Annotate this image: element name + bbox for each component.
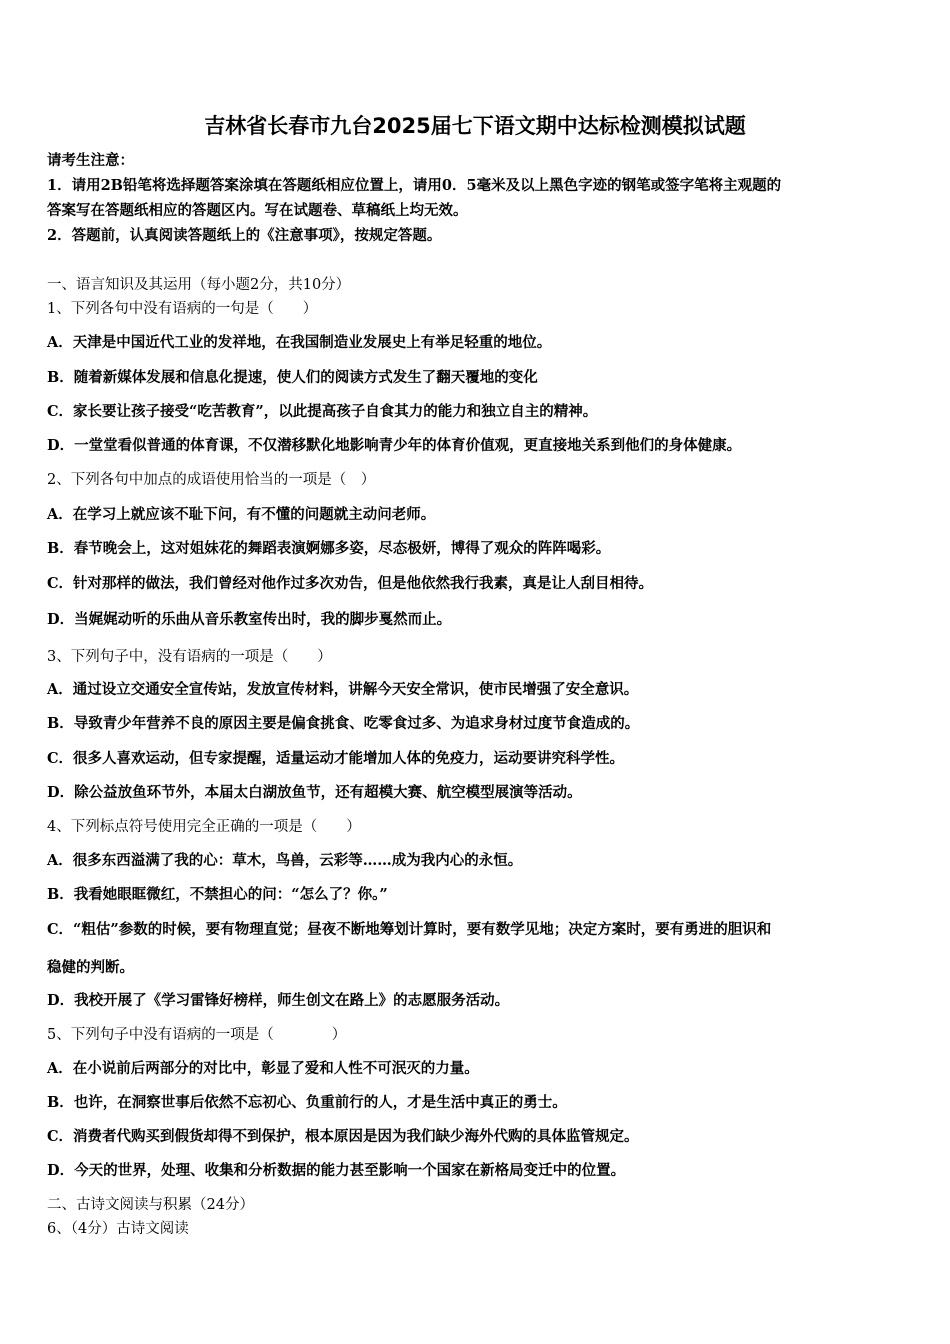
- question-5-option-c: C．消费者代购买到假货却得不到保护，根本原因是因为我们缺少海外代购的具体监管规定。: [47, 1128, 639, 1145]
- question-4-option-b: B．我看她眼眶微红，不禁担心的问：“怎么了？你。”: [47, 886, 388, 903]
- question-5-option-a: A．在小说前后两部分的对比中，彰显了爱和人性不可泯灭的力量。: [47, 1060, 479, 1077]
- question-2-option-c: C．针对那样的做法，我们曾经对他作过多次劝告，但是他依然我行我素，真是让人刮目相待。: [47, 575, 654, 592]
- question-3-option-d: D．除公益放鱼环节外，本届太白湖放鱼节，还有超模大赛、航空模型展演等活动。: [47, 784, 582, 801]
- question-4-option-c-line-1: C．“粗估”参数的时候，要有物理直觉；昼夜不断地筹划计算时，要有数学见地；决定方案时，要有勇进的胆识和: [47, 921, 772, 938]
- question-2-stem: 2、下列各句中加点的成语使用恰当的一项是（ ）: [47, 472, 376, 488]
- notice-item-1-line-2: 答案写在答题纸相应的答题区内。写在试题卷、草稿纸上均无效。: [47, 202, 468, 219]
- section-1-heading: 一、语言知识及其运用（每小题2分，共10分）: [47, 277, 351, 293]
- question-5-option-b: B．也许，在洞察世事后依然不忘初心、负重前行的人，才是生活中真正的勇士。: [47, 1094, 567, 1111]
- question-4-option-d: D．我校开展了《学习雷锋好榜样，师生创文在路上》的志愿服务活动。: [47, 992, 510, 1009]
- question-4-option-a: A．很多东西溢满了我的心：草木，鸟兽，云彩等……成为我内心的永恒。: [47, 852, 523, 869]
- notice-item-1-line-1: 1．请用2B铅笔将选择题答案涂填在答题纸相应位置上，请用0．5毫米及以上黑色字迹的钢笔或签字笔将主观题的: [47, 177, 782, 194]
- question-1-option-b: B．随着新媒体发展和信息化提速，使人们的阅读方式发生了翻天覆地的变化: [47, 369, 538, 386]
- question-5-option-d: D．今天的世界，处理、收集和分析数据的能力甚至影响一个国家在新格局变迁中的位置。: [47, 1162, 626, 1179]
- question-6-stem: 6、（4分）古诗文阅读: [47, 1221, 189, 1237]
- section-2-heading: 二、古诗文阅读与积累（24分）: [47, 1197, 254, 1213]
- question-1-option-c: C．家长要让孩子接受“吃苦教育”，以此提高孩子自食其力的能力和独立自主的精神。: [47, 403, 598, 420]
- notice-item-2: 2．答题前，认真阅读答题纸上的《注意事项》，按规定答题。: [47, 227, 442, 244]
- question-3-option-c: C．很多人喜欢运动，但专家提醒，适量运动才能增加人体的免疫力，运动要讲究科学性。: [47, 750, 625, 767]
- question-2-option-b: B．春节晚会上，这对姐妹花的舞蹈表演婀娜多姿，尽态极妍，博得了观众的阵阵喝彩。: [47, 540, 611, 557]
- question-2-option-a: A．在学习上就应该不耻下问，有不懂的问题就主动问老师。: [47, 506, 436, 523]
- question-3-stem: 3、下列句子中，没有语病的一项是（ ）: [47, 649, 332, 665]
- question-1-option-d: D．一堂堂看似普通的体育课，不仅潜移默化地影响青少年的体育价值观，更直接地关系到他们的身体健康。: [47, 437, 742, 454]
- question-1-option-a: A．天津是中国近代工业的发祥地，在我国制造业发展史上有举足轻重的地位。: [47, 334, 552, 351]
- question-3-option-a: A．通过设立交通安全宣传站，发放宣传材料，讲解今天安全常识，使市民增强了安全意识。: [47, 681, 639, 698]
- question-4-option-c-line-2: 稳健的判断。: [47, 959, 134, 976]
- notice-heading: 请考生注意：: [47, 152, 134, 169]
- question-2-option-d: D．当娓娓动听的乐曲从音乐教室传出时，我的脚步戛然而止。: [47, 611, 452, 628]
- question-1-stem: 1、下列各句中没有语病的一句是（ ）: [47, 301, 318, 317]
- question-3-option-b: B．导致青少年营养不良的原因主要是偏食挑食、吃零食过多、为追求身材过度节食造成的。: [47, 715, 640, 732]
- question-4-stem: 4、下列标点符号使用完全正确的一项是（ ）: [47, 819, 361, 835]
- question-5-stem: 5、下列句子中没有语病的一项是（ ）: [47, 1027, 347, 1043]
- page-title: 吉林省长春市九台2025届七下语文期中达标检测模拟试题: [204, 114, 746, 138]
